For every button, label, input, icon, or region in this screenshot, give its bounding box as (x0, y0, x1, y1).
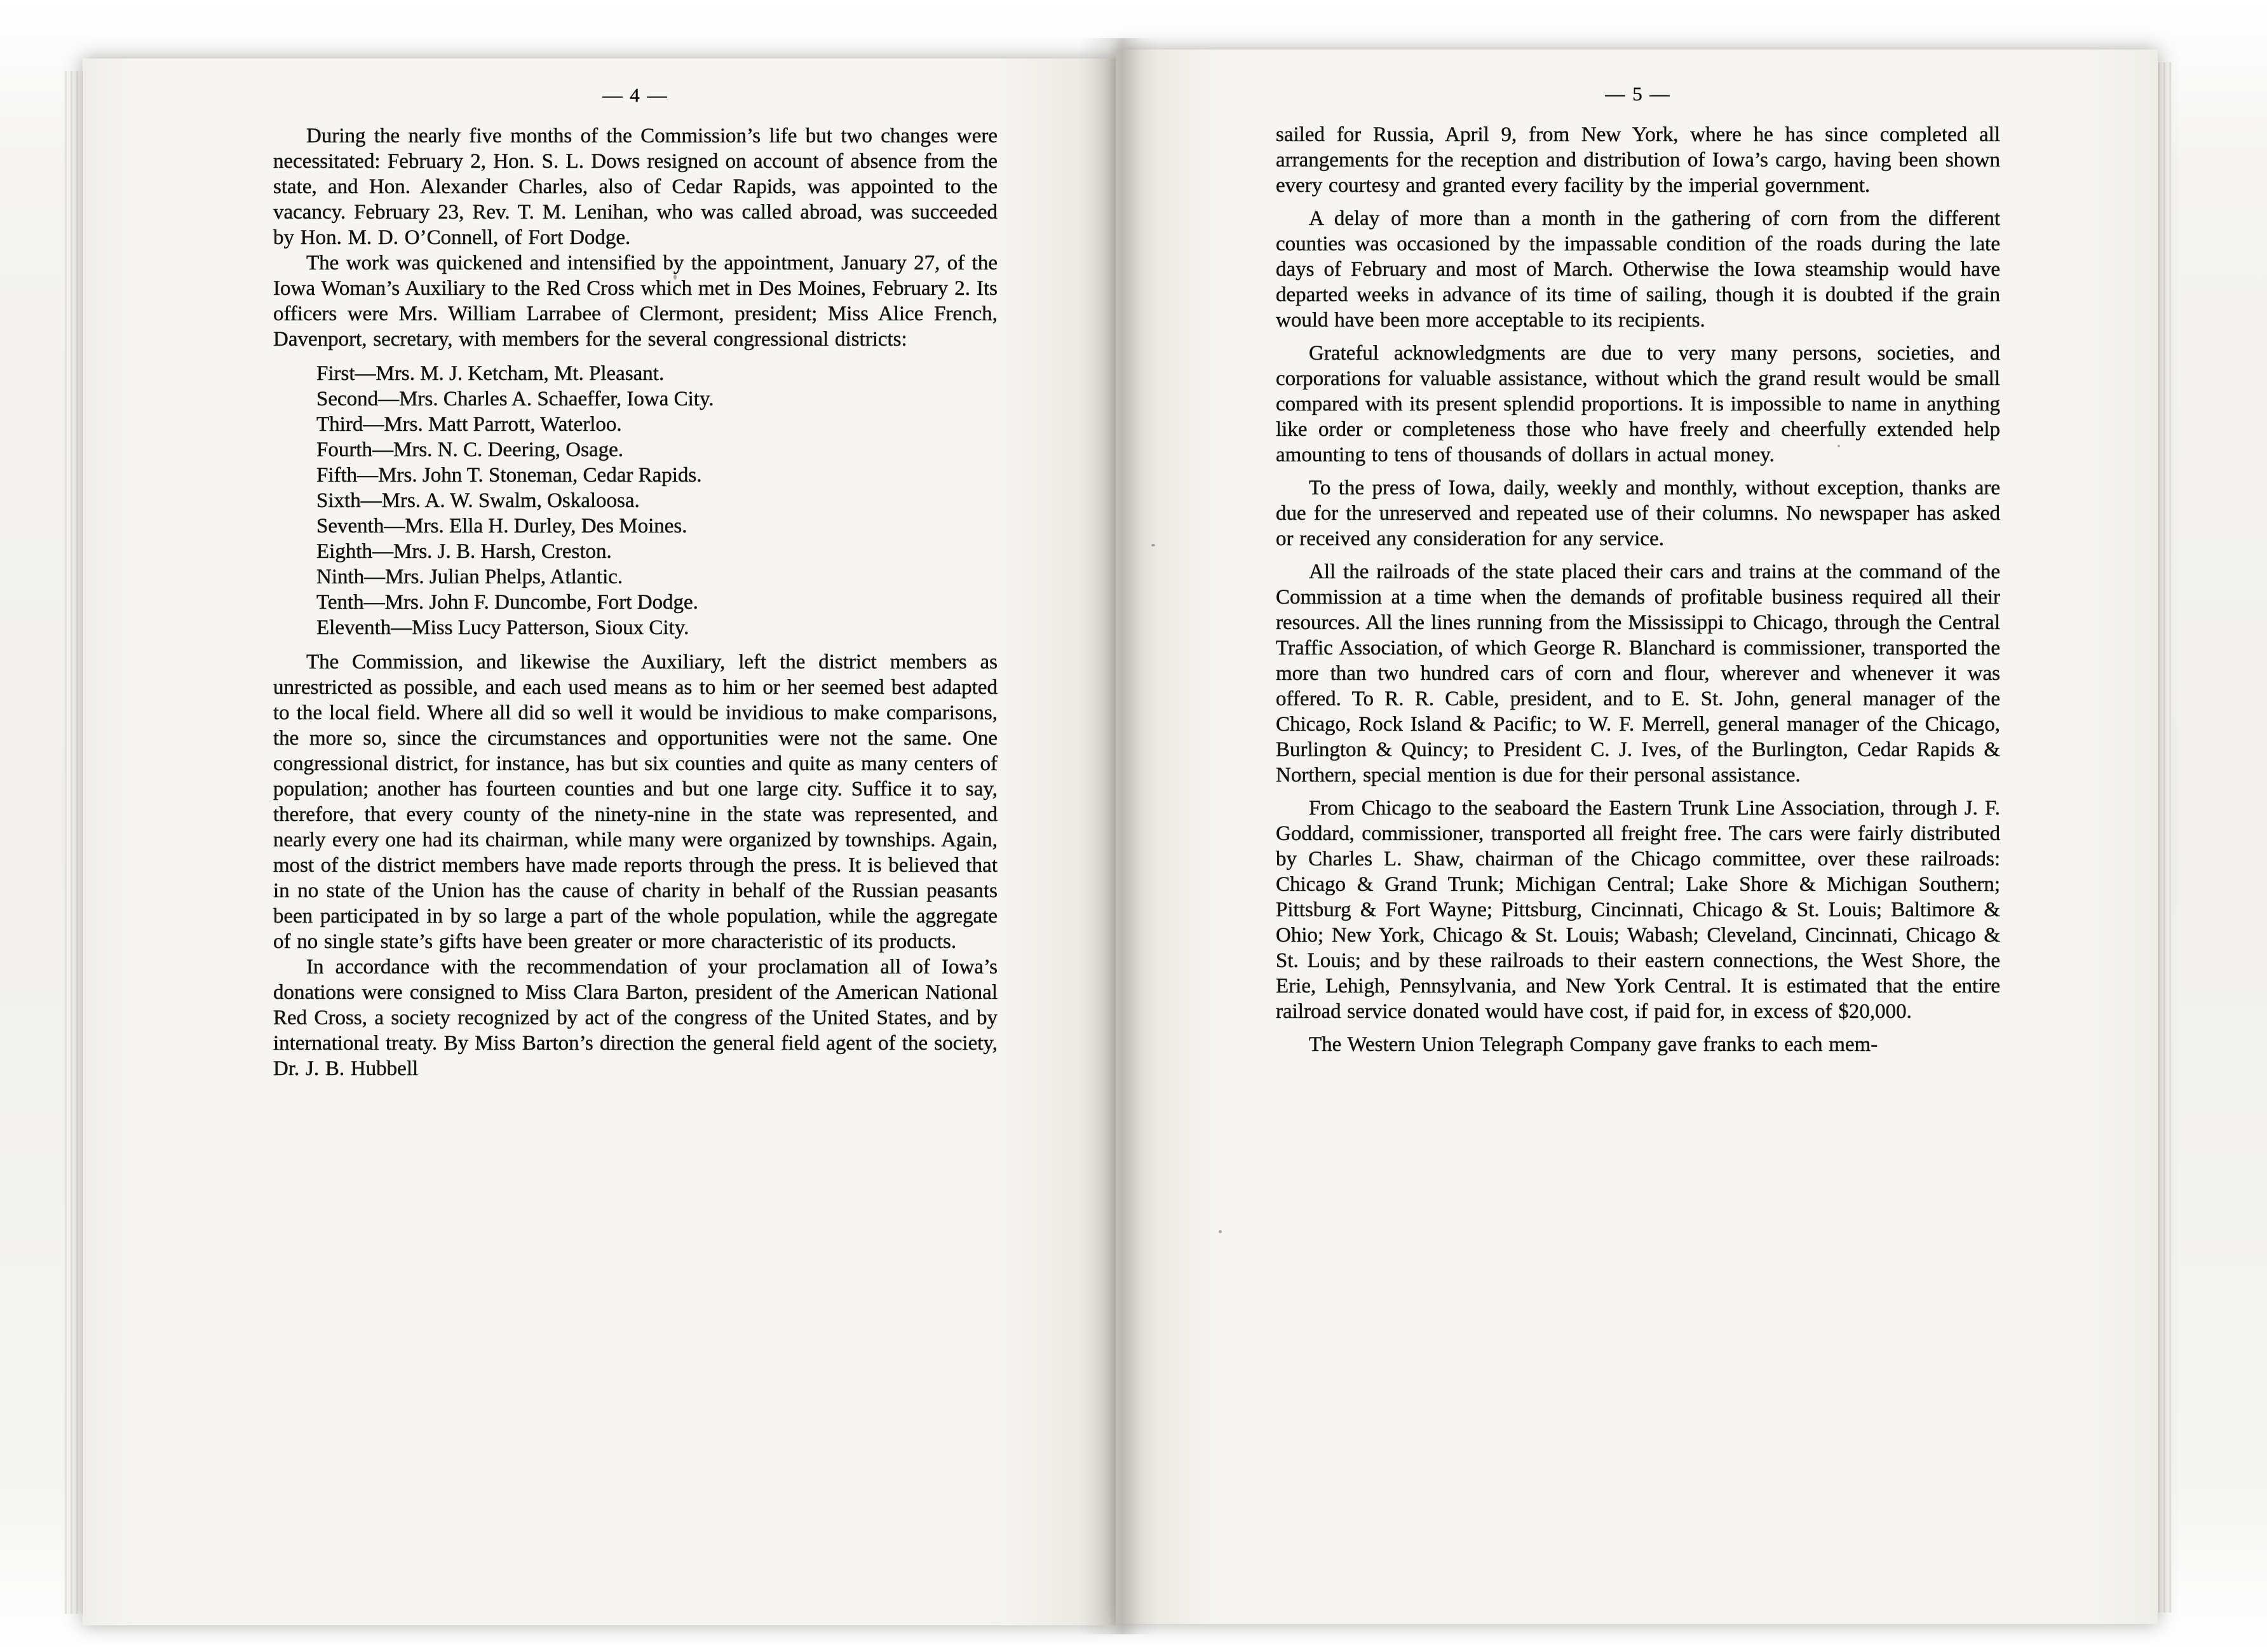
paragraph: The Commission, and likewise the Auxiliary, left the district members as unrestricted as possible, and each used means as to him or her seemed best adapted to the local field. Where all did so well it would be invidious to make comparisons, the more so, since the circumstances and opportunities were not the same. One congressional district, for instance, has but six counties and quite as many centers of population; another has fourteen counties and but one large city. Suffice it to say, therefore, that every county of the ninety-nine in the state was represented, and nearly every one had its chairman, while many were organized by townships. Again, most of the district members have made reports through the press. It is believed that in no state of the Union has the cause of charity in behalf of the Russian peasants been participated in by so large a part of the whole population, while the aggregate of no single state’s gifts have been greater or more characteristic of its products. (273, 651, 998, 953)
list-item: Seventh—Mrs. Ella H. Durley, Des Moines. (316, 515, 687, 538)
list-item: Ninth—Mrs. Julian Phelps, Atlantic. (316, 565, 623, 588)
list-item: Tenth—Mrs. John F. Duncombe, Fort Dodge. (316, 591, 698, 614)
paragraph: The work was quickened and intensified by the appointment, January 27, of the Iowa Woman’s Auxiliary to the Red Cross which met in Des Moines, February 2. Its officers were Mrs. William Larrabee of Clermont, president; Miss Alice French, Davenport, secretary, with members for the several congressional districts: (273, 252, 998, 351)
list-item: Fourth—Mrs. N. C. Deering, Osage. (316, 438, 624, 461)
paragraph: During the nearly five months of the Commission’s life but two changes were necessitated: February 2, Hon. S. L. Dows resigned on account of absence from the state, and Hon. Alexander Charles, also of Cedar Rapids, was appointed to the vacancy. February 23, Rev. T. M. Lenihan, who was called abroad, was succeeded by Hon. M. D. O’Connell, of Fort Dodge. (273, 125, 998, 249)
list-item: Second—Mrs. Charles A. Schaeffer, Iowa City. (316, 388, 714, 410)
book-page-edges-right (2158, 62, 2172, 1613)
page-4-text-block (273, 84, 998, 1081)
paragraph: To the press of Iowa, daily, weekly and monthly, without exception, thanks are due for the unreserved and repeated use of their columns. No newspaper has asked or received any consideration for any service. (1276, 477, 2000, 550)
list-item: Eighth—Mrs. J. B. Harsh, Creston. (316, 540, 612, 563)
paragraph: From Chicago to the seaboard the Eastern Trunk Line Association, through J. F. Goddard, commissioner, transported all freight free. The cars were fairly distributed by Charles L. Shaw, chairman of the Chicago committee, over these railroads: Chicago & Grand Trunk; Michigan Central; Lake Shore & Michigan Southern; Pittsburg & Fort Wayne; Pittsburg, Cincinnati, Chicago & St. Louis; Baltimore & Ohio; New York, Chicago & St. Louis; Wabash; Cleveland, Cincinnati, Chicago & St. Louis; and by these railroads to their eastern connections, the West Shore, the Erie, Lehigh, Pennsylvania, and New York Central. It is estimated that the entire railroad service donated would have cost, if paid for, in excess of $20,000. (1276, 797, 2000, 1023)
paragraph: All the railroads of the state placed their cars and trains at the command of the Commission at a time when the demands of profitable business required all their resources. All the lines running from the Mississippi to Chicago, through the Central Traffic Association, of which George R. Blanchard is commissioner, transported the more than two hundred cars of corn and flour, wherever and whenever it was offered. To R. R. Cable, president, and to E. St. John, general manager of the Chicago, Rock Island & Pacific; to W. F. Merrell, general manager of the Chicago, Burlington & Quincy; to President C. J. Ives, of the Burlington, Cedar Rapids & Northern, special mention is due for their personal assistance. (1276, 560, 2000, 787)
paragraph: Grateful acknowledgments are due to very many persons, societies, and corporations for valuable assistance, without which the grand result would be small compared with its present splendid proportions. It is impossible to name in anything like order or completeness those who have freely and cheerfully extended help amounting to tens of thousands of dollars in actual money. (1276, 342, 2000, 466)
book-page-edges-left (65, 71, 83, 1614)
list-item: Third—Mrs. Matt Parrott, Waterloo. (316, 413, 622, 436)
district-members-list (273, 361, 998, 640)
list-item: First—Mrs. M. J. Ketcham, Mt. Pleasant. (316, 362, 665, 385)
page-5-text-block (1276, 83, 2000, 1065)
page-5 (1116, 50, 2158, 1624)
paragraph: sailed for Russia, April 9, from New York, where he has since completed all arrangements for the reception and distribution of Iowa’s cargo, having been shown every courtesy and granted every facility by the imperial government. (1276, 123, 2000, 197)
page-5-number: — 5 — (1605, 83, 1671, 105)
paragraph: The Western Union Telegraph Company gave franks to each mem- (1309, 1033, 1878, 1056)
page-4-number: — 4 — (602, 84, 668, 106)
list-item: Fifth—Mrs. John T. Stoneman, Cedar Rapids. (316, 464, 702, 487)
list-item: Eleventh—Miss Lucy Patterson, Sioux City. (316, 616, 689, 639)
paragraph: In accordance with the recommendation of your proclamation all of Iowa’s donations were consigned to Miss Clara Barton, president of the American National Red Cross, a society recognized by act of the congress of the United States, and by international treaty. By Miss Barton’s direction the general field agent of the society, Dr. J. B. Hubbell (273, 956, 998, 1080)
list-item: Sixth—Mrs. A. W. Swalm, Oskaloosa. (316, 489, 640, 512)
page-4 (83, 58, 1116, 1625)
paragraph: A delay of more than a month in the gathering of corn from the different counties was occasioned by the impassable condition of the roads during the late days of February and most of March. Otherwise the Iowa steamship would have departed weeks in advance of its time of sailing, though it is doubted if the grain would have been more acceptable to its recipients. (1276, 207, 2000, 332)
